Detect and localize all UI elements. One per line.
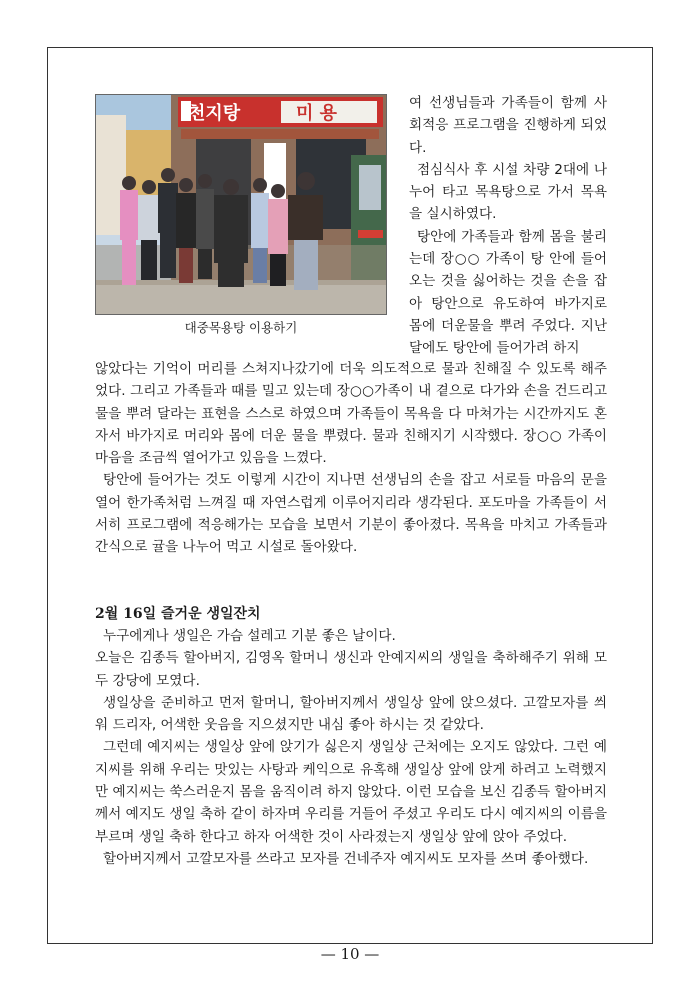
page-number: — 10 — xyxy=(320,945,380,963)
paragraph: 그런데 예지씨는 생일상 앞에 앉기가 싫은지 생일상 근처에는 오지도 않았다. 그런 예지씨를 위해 우리는 맛있는 사탕과 케익으로 유혹해 생일상 앞에 앉게 하려고 노력했지만 예지씨는 쑥스러운지 몸을 움직이려 하지 않았다. 이런 모습을 보신 김종득 할아버지께서 예지도 생일 축하 같이 하자며 우리를 거들어 주셨고 우리도 다시 예지씨의 이름을 부르며 생일 축하 한다고 하자 어색한 것이 사라졌는지 생일상 앞에 앉아 주었다. xyxy=(95,739,607,845)
sign-text-left: 천지탕 xyxy=(188,103,241,124)
paragraph: 할아버지께서 고깔모자를 쓰라고 모자를 건네주자 예지씨도 모자를 쓰며 좋아했다. xyxy=(103,850,589,867)
paragraph: 여 선생님들과 가족들이 함께 사회적응 프로그램을 진행하게 되었다. xyxy=(409,95,607,156)
section-body xyxy=(95,625,607,870)
paragraph: 탕안에 들어가는 것도 이렇게 시간이 지나면 선생님의 손을 잡고 서로들 마음의 문을 열어 한가족처럼 느껴질 때 자연스럽게 이루어지리라 생각된다. 포도마을 가족들이 서서히 프로그램에 적응해가는 모습을 보면서 기분이 좋아졌다. 목욕을 마치고 가족들과 간식으로 귤을 나누어 먹고 시설로 돌아왔다. xyxy=(95,472,607,556)
paragraph: 탕안에 가족들과 함께 몸을 불리는데 장○○ 가족이 탕 안에 들어오는 것을 싫어하는 것을 손을 잡아 탕안으로 유도하여 바가지로 몸에 더운물을 뿌려 주었다. 지난 달에도 탕안에 들어가려 하지 xyxy=(409,228,607,357)
paragraph: 점심식사 후 시설 차량 2대에 나누어 타고 목욕탕으로 가서 목욕을 실시하였다. xyxy=(409,161,607,223)
paragraph: 오늘은 김종득 할아버지, 김영옥 할머니 생신과 안예지씨의 생일을 축하해주기 위해 모두 강당에 모였다. xyxy=(95,650,607,689)
photo-caption: 대중목용탕 이용하기 xyxy=(184,320,298,335)
paragraph: 않았다는 기억이 머리를 스쳐지나갔기에 더욱 의도적으로 물과 친해질 수 있도록 해주었다. 그리고 가족들과 때를 밀고 있는데 장○○가족이 내 곁으로 다가와 손을 건드리고 물을 뿌려 달라는 표현을 스스로 하였으며 가족들이 목욕을 다 마쳐가는 시간까지도 혼자서 바가지로 머리와 몸에 더운 물을 뿌렸다. 물과 친해지기 시작했다. 장○○ 가족이 마음을 조금씩 열어가고 있음을 느꼈다. xyxy=(95,361,607,467)
body-text xyxy=(95,358,607,559)
sign-text-right: 미 용 xyxy=(296,103,338,124)
section-heading: 2월 16일 즐거운 생일잔치 xyxy=(95,606,261,622)
paragraph: 누구에게나 생일은 가슴 설레고 기분 좋은 날이다. xyxy=(103,628,396,644)
bathhouse-photo xyxy=(95,94,387,315)
paragraph: 생일상을 준비하고 먼저 할머니, 할아버지께서 생일상 앞에 앉으셨다. 고깔모자를 씌워 드리자, 어색한 웃음을 지으셨지만 내심 좋아 하시는 것 같았다. xyxy=(95,694,607,734)
right-column xyxy=(409,92,607,360)
